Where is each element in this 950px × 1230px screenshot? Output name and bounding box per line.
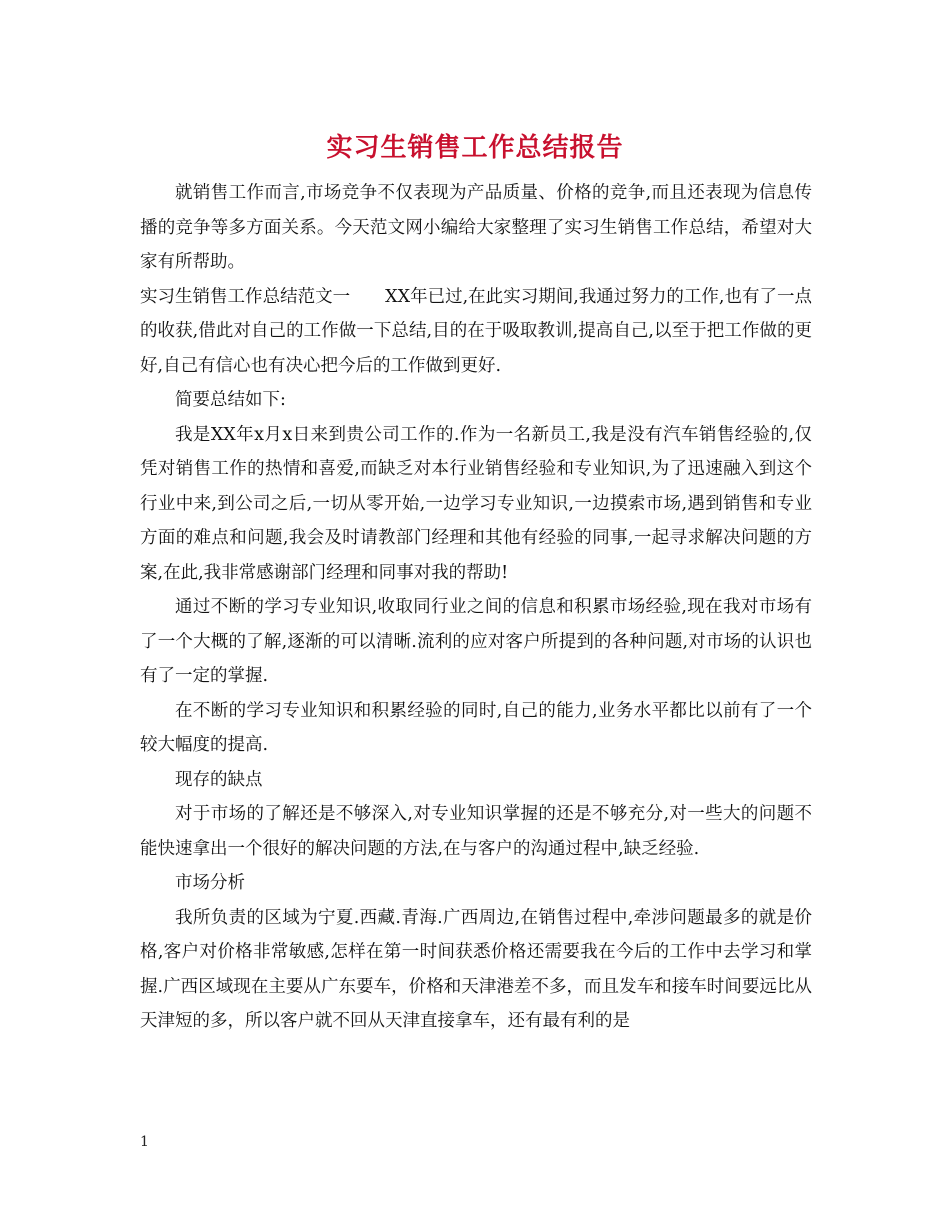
paragraph-shortcomings: 对于市场的了解还是不够深入,对专业知识掌握的还是不够充分,对一些大的问题不能快速拿出一个很好的解决问题的方法,在与客户的沟通过程中,缺乏经验. <box>140 804 812 859</box>
paragraph-background: 我是XX年x月x日来到贵公司工作的.作为一名新员工,我是没有汽车销售经验的,仅凭对销售工作的热情和喜爱,而缺乏对本行业销售经验和专业知识,为了迅速融入到这个行业中来,到公司之后,一切从零开始,一边学习专业知识,一边摸索市场,遇到销售和专业方面的难点和问题,我会及时请教部门经理和其他有经验的同事,一起寻求解决问题的方案,在此,我非常感谢部门经理和同事对我的帮助! <box>140 424 812 583</box>
document-title: 实习生销售工作总结报告 <box>326 133 624 163</box>
paragraph-learning: 通过不断的学习专业知识,收取同行业之间的信息和积累市场经验,现在我对市场有了一个大概的了解,逐渐的可以清晰.流利的应对客户所提到的各种问题,对市场的认识也有了一定的掌握. <box>140 597 812 686</box>
paragraph-intro: 就销售工作而言,市场竞争不仅表现为产品质量、价格的竞争,而且还表现为信息传播的竞争等多方面关系。今天范文网小编给大家整理了实习生销售工作总结，希望对大家有所帮助。 <box>140 183 812 272</box>
paragraph-market-heading: 市场分析 <box>175 873 245 893</box>
paragraph-shortcomings-heading: 现存的缺点 <box>175 769 263 790</box>
page-number: 1 <box>140 1134 149 1150</box>
paragraph-summary-heading: 简要总结如下: <box>175 390 286 410</box>
document-body <box>140 176 812 1039</box>
paragraph-improvement: 在不断的学习专业知识和积累经验的同时,自己的能力,业务水平都比以前有了一个较大幅度的提高. <box>140 700 812 755</box>
paragraph-sample-one: 实习生销售工作总结范文一 XX年已过,在此实习期间,我通过努力的工作,也有了一点的收获,借此对自己的工作做一下总结,目的在于吸取教训,提高自己,以至于把工作做的更好,自己有信心也有决心把今后的工作做到更好. <box>140 286 812 376</box>
paragraph-market-analysis: 我所负责的区域为宁夏.西藏.青海.广西周边,在销售过程中,牵涉问题最多的就是价格,客户对价格非常敏感,怎样在第一时间获悉价格还需要我在今后的工作中去学习和掌握.广西区域现在主要从广东要车，价格和天津港差不多，而且发车和接车时间要远比从天津短的多，所以客户就不回从天津直接拿车，还有最有利的是 <box>140 907 812 1031</box>
